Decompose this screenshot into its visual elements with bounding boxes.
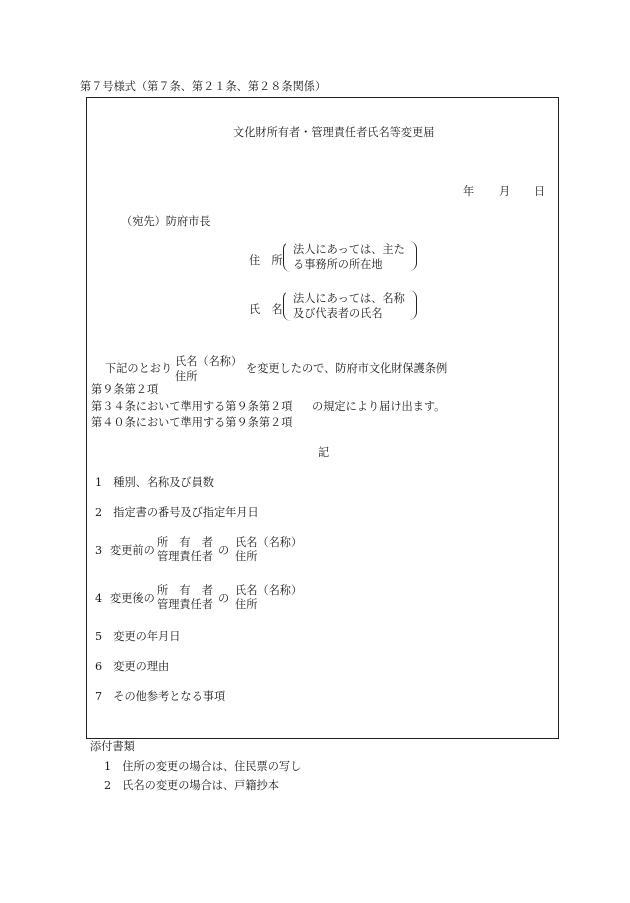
item-2: 2 指定書の番号及び指定年月日 bbox=[95, 506, 259, 519]
ki-label: 記 bbox=[318, 446, 330, 459]
address-note-line2: る事務所の所在地 bbox=[293, 258, 383, 271]
item-4-manager: 管理責任者 bbox=[157, 598, 213, 611]
attachment-1: 1 住所の変更の場合は、住民票の写し bbox=[104, 760, 302, 773]
body-option-name: 氏名（名称） bbox=[175, 355, 243, 368]
item-3-owner: 所 有 者 bbox=[157, 536, 213, 549]
name-note-line2: 及び代表者の氏名 bbox=[293, 307, 383, 320]
item-1: 1 種別、名称及び員数 bbox=[95, 476, 214, 489]
form-title: 文化財所有者・管理責任者氏名等変更届 bbox=[233, 126, 435, 139]
address-note-line1: 法人にあっては、主た bbox=[293, 243, 405, 256]
body-article-c: 第４０条において準用する第９条第２項 bbox=[91, 416, 293, 429]
item-6: 6 変更の理由 bbox=[95, 660, 170, 673]
address-note bbox=[293, 242, 405, 272]
item-3-name-option: 氏名（名称） bbox=[235, 536, 303, 549]
item-4-address-option: 住所 bbox=[235, 598, 258, 611]
address-label: 住 所 bbox=[249, 254, 283, 267]
attachment-2: 2 氏名の変更の場合は、戸籍抄本 bbox=[104, 779, 279, 792]
item-3-number: 3 bbox=[95, 544, 103, 557]
item-4-name-option: 氏名（名称） bbox=[235, 584, 303, 597]
form-header: 第７号様式（第７条、第２１条、第２８条関係） bbox=[80, 80, 327, 93]
item-3-manager: 管理責任者 bbox=[157, 550, 213, 563]
body-option-address: 住所 bbox=[175, 370, 198, 383]
left-bracket bbox=[283, 290, 292, 321]
date-year: 年 bbox=[463, 185, 475, 198]
addressee: （宛先）防府市長 bbox=[121, 215, 211, 228]
name-note-line1: 法人にあっては、名称 bbox=[293, 292, 405, 305]
attachments-heading: 添付書類 bbox=[90, 740, 135, 753]
date-month: 月 bbox=[499, 185, 511, 198]
item-4-owner: 所 有 者 bbox=[157, 584, 213, 597]
body-article-a: 第９条第２項 bbox=[91, 383, 159, 396]
item-3-no: の bbox=[218, 544, 230, 557]
item-3-label: 変更前の bbox=[110, 544, 155, 557]
item-3-address-option: 住所 bbox=[235, 550, 258, 563]
date-day: 日 bbox=[534, 185, 546, 198]
body-tail: を変更したので、防府市文化財保護条例 bbox=[246, 362, 448, 375]
body-article-b: 第３４条において準用する第９条第２項 bbox=[91, 400, 293, 413]
item-7: 7 その他参考となる事項 bbox=[95, 690, 226, 703]
form-frame bbox=[86, 97, 559, 739]
right-bracket bbox=[408, 290, 417, 320]
body-lead: 下記のとおり bbox=[105, 362, 173, 375]
name-label: 氏 名 bbox=[249, 303, 283, 316]
item-4-label: 変更後の bbox=[110, 592, 155, 605]
item-4-no: の bbox=[218, 592, 230, 605]
left-bracket bbox=[283, 241, 292, 272]
item-5: 5 変更の年月日 bbox=[95, 630, 181, 643]
item-4-number: 4 bbox=[95, 592, 103, 605]
body-article-b-tail: の規定により届け出ます。 bbox=[312, 400, 446, 413]
right-bracket bbox=[408, 241, 417, 271]
name-note bbox=[293, 291, 405, 321]
